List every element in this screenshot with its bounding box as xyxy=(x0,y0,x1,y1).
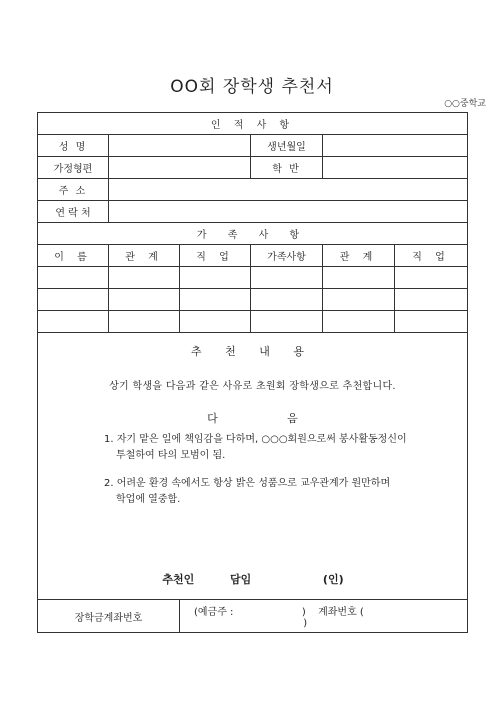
family-cell[interactable] xyxy=(180,311,251,333)
account-number-close: ) xyxy=(303,618,308,629)
family-status-field[interactable] xyxy=(109,157,251,179)
seal-mark: (인) xyxy=(322,573,344,586)
contact-field[interactable] xyxy=(109,201,468,223)
family-cell[interactable] xyxy=(251,267,323,289)
bank-account-label: 장학금계좌번호 xyxy=(38,600,180,633)
family-cell[interactable] xyxy=(395,289,468,311)
recommender-signature xyxy=(38,571,468,587)
family-cell[interactable] xyxy=(323,289,395,311)
recommendation-reason-1: 1. 자기 맡은 일에 책임감을 다하며, ○○○회원으로써 봉사활동정신이 투철하여 타의 모범이 됨. xyxy=(104,434,407,461)
family-cell[interactable] xyxy=(109,267,180,289)
family-cell[interactable] xyxy=(38,289,109,311)
recommendation-intro: 상기 학생을 다음과 같은 사유로 초원회 장학생으로 추천합니다. xyxy=(109,381,396,392)
family-cell[interactable] xyxy=(251,289,323,311)
signer-role: 담임 xyxy=(229,573,252,586)
recommendation-title: 추 천 내 용 xyxy=(191,345,314,358)
school-name: ○○중학교 xyxy=(444,99,486,109)
name-label: 성 명 xyxy=(38,135,109,157)
recommendation-section xyxy=(38,333,468,600)
document-title: OO회 장학생 추천서 xyxy=(170,77,334,97)
address-field[interactable] xyxy=(109,179,468,201)
family-col-details: 가족사항 xyxy=(251,245,323,267)
family-section-header xyxy=(38,223,468,245)
family-cell[interactable] xyxy=(38,311,109,333)
recommendation-da-heading: 다 음 xyxy=(207,412,298,425)
family-row xyxy=(38,267,468,289)
family-col-job-2: 직 업 xyxy=(395,245,468,267)
family-cell[interactable] xyxy=(323,311,395,333)
bank-account-field[interactable] xyxy=(180,600,468,633)
birth-field[interactable] xyxy=(323,135,468,157)
family-row xyxy=(38,311,468,333)
family-cell[interactable] xyxy=(395,267,468,289)
name-field[interactable] xyxy=(109,135,251,157)
grade-label: 학 반 xyxy=(251,157,323,179)
family-col-relation: 관 계 xyxy=(109,245,180,267)
family-row xyxy=(38,289,468,311)
birth-label: 생년월일 xyxy=(251,135,323,157)
account-number-label: 계좌번호 ( xyxy=(318,607,364,618)
family-cell[interactable] xyxy=(109,311,180,333)
family-cell[interactable] xyxy=(38,267,109,289)
personal-section-header xyxy=(38,113,468,135)
signer-label: 추천인 xyxy=(162,573,195,586)
recommendation-form xyxy=(37,112,467,632)
family-cell[interactable] xyxy=(395,311,468,333)
account-holder-label: (예금주 : xyxy=(194,607,234,618)
family-cell[interactable] xyxy=(251,311,323,333)
family-status-label: 가정형편 xyxy=(38,157,109,179)
grade-field[interactable] xyxy=(323,157,468,179)
account-holder-close: ) xyxy=(301,607,306,618)
family-col-name: 이 름 xyxy=(38,245,109,267)
family-cell[interactable] xyxy=(109,289,180,311)
family-col-relation-2: 관 계 xyxy=(323,245,395,267)
personal-section-title: 인 적 사 항 xyxy=(210,120,295,131)
family-col-job: 직 업 xyxy=(180,245,251,267)
contact-label: 연 락 처 xyxy=(38,201,109,223)
family-cell[interactable] xyxy=(323,267,395,289)
recommendation-reason-2: 2. 어려운 환경 속에서도 항상 밝은 성품으로 교우관계가 원만하며 학업에 열중함. xyxy=(104,478,391,505)
address-label: 주 소 xyxy=(38,179,109,201)
family-header-row xyxy=(38,245,468,267)
form-table xyxy=(37,112,468,633)
family-cell[interactable] xyxy=(180,289,251,311)
family-section-title: 가 족 사 항 xyxy=(196,230,309,241)
family-cell[interactable] xyxy=(180,267,251,289)
